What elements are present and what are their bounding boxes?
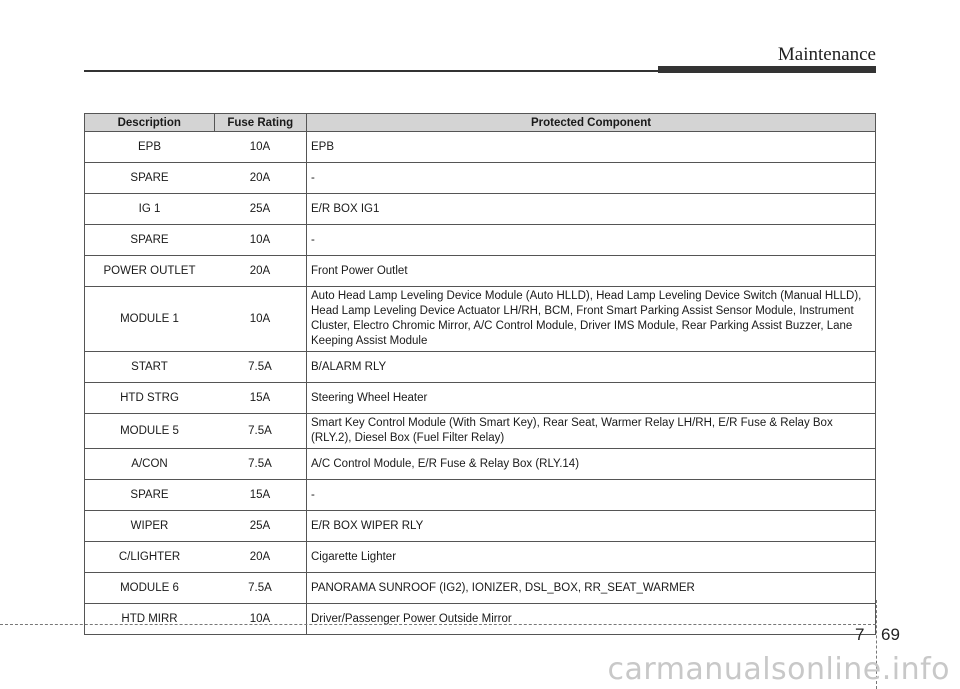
cell-description: IG 1 [85,194,215,225]
table-row [85,132,876,163]
table-row [85,480,876,511]
cell-fuse-rating: 20A [214,542,307,573]
cell-fuse-rating: 20A [214,256,307,287]
cell-protected-component: Driver/Passenger Power Outside Mirror [307,604,876,635]
cell-fuse-rating: 10A [214,225,307,256]
header-bar [658,66,876,73]
cell-fuse-rating: 7.5A [214,449,307,480]
table-row [85,194,876,225]
section-title: Maintenance [777,44,876,65]
cell-fuse-rating: 15A [214,480,307,511]
cell-fuse-rating: 10A [214,132,307,163]
table-row [85,383,876,414]
table-row [85,542,876,573]
cell-fuse-rating: 7.5A [214,414,307,449]
cell-protected-component: B/ALARM RLY [307,352,876,383]
cell-protected-component: E/R BOX IG1 [307,194,876,225]
cell-fuse-rating: 10A [214,604,307,635]
cell-fuse-rating: 20A [214,163,307,194]
page-number: 69 [881,625,900,644]
cell-fuse-rating: 10A [214,287,307,352]
table-header-row [85,114,876,132]
cell-description: MODULE 5 [85,414,215,449]
cell-description: START [85,352,215,383]
table-row [85,573,876,604]
table-row [85,287,876,352]
cell-description: A/CON [85,449,215,480]
table-row [85,256,876,287]
table-row [85,604,876,635]
table-row [85,225,876,256]
cell-protected-component: A/C Control Module, E/R Fuse & Relay Box (RLY.14) [307,449,876,480]
cell-description: POWER OUTLET [85,256,215,287]
cell-protected-component: Auto Head Lamp Leveling Device Module (Auto HLLD), Head Lamp Leveling Device Switch (Manual HLLD), Head Lamp Leveling Device Actuator LH/RH, BCM, Front Smart Parking Assist Sensor Module, Instrument Cluster, Electro Chromic Mirror, A/C Control Module, Driver IMS Module, Rear Parking Assist Buzzer, Lane Keeping Assist Module [307,287,876,352]
header-rule [84,70,664,72]
cell-protected-component: Steering Wheel Heater [307,383,876,414]
table-row [85,449,876,480]
cell-description: WIPER [85,511,215,542]
cell-protected-component: E/R BOX WIPER RLY [307,511,876,542]
cell-protected-component: - [307,480,876,511]
cell-fuse-rating: 7.5A [214,573,307,604]
cell-description: SPARE [85,480,215,511]
cell-fuse-rating: 25A [214,194,307,225]
footer-dashed-rule [0,624,876,625]
cell-protected-component: Front Power Outlet [307,256,876,287]
chapter-number: 7 [855,625,865,644]
cell-description: SPARE [85,163,215,194]
cell-protected-component: Smart Key Control Module (With Smart Key), Rear Seat, Warmer Relay LH/RH, E/R Fuse & Relay Box (RLY.2), Diesel Box (Fuel Filter Relay) [307,414,876,449]
cell-fuse-rating: 7.5A [214,352,307,383]
cell-description: SPARE [85,225,215,256]
watermark-text: carmanualsonline.info [607,652,950,687]
cell-protected-component: Cigarette Lighter [307,542,876,573]
cell-protected-component: - [307,163,876,194]
cell-fuse-rating: 15A [214,383,307,414]
column-header-description: Description [85,114,215,132]
cell-protected-component: - [307,225,876,256]
cell-description: MODULE 1 [85,287,215,352]
column-header-fuse-rating: Fuse Rating [214,114,307,132]
table-row [85,163,876,194]
table-row [85,414,876,449]
cell-description: HTD STRG [85,383,215,414]
cell-protected-component: EPB [307,132,876,163]
table-row [85,511,876,542]
column-header-protected-component: Protected Component [307,114,876,132]
cell-description: EPB [85,132,215,163]
cell-protected-component: PANORAMA SUNROOF (IG2), IONIZER, DSL_BOX, RR_SEAT_WARMER [307,573,876,604]
fuse-table [84,113,876,635]
cell-fuse-rating: 25A [214,511,307,542]
cell-description: HTD MIRR [85,604,215,635]
cell-description: C/LIGHTER [85,542,215,573]
cell-description: MODULE 6 [85,573,215,604]
table-row [85,352,876,383]
